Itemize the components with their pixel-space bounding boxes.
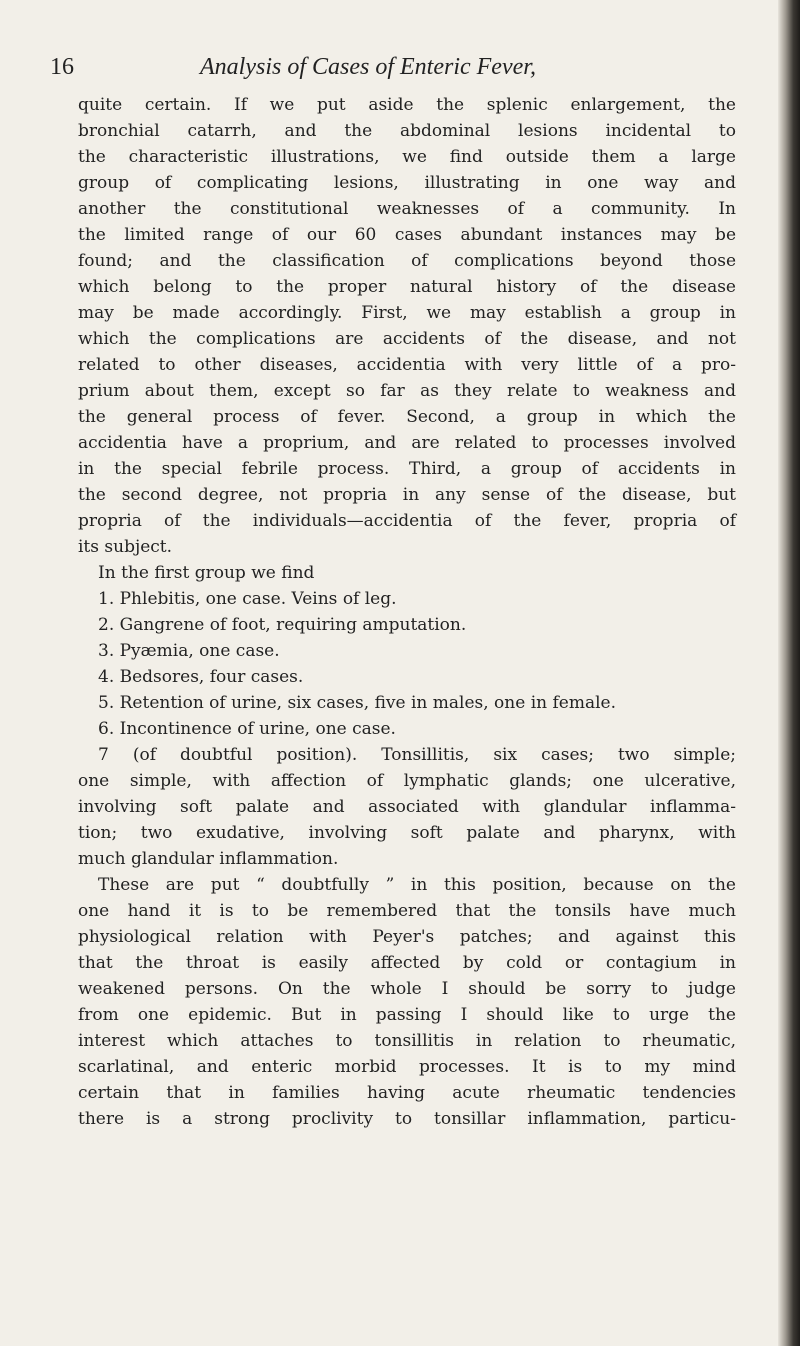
- text-line: bronchial catarrh, and the abdominal lesions incidental to: [78, 121, 736, 141]
- text-line: physiological relation with Peyer's patches; and against this: [78, 927, 736, 947]
- body-text: [78, 92, 736, 1132]
- list-item: 1. Phlebitis, one case. Veins of leg.: [98, 589, 397, 609]
- text-line: one hand it is to be remembered that the tonsils have much: [78, 901, 736, 921]
- text-line: quite certain. If we put aside the splenic enlargement, the: [78, 95, 736, 115]
- text-line: interest which attaches to tonsillitis in relation to rheumatic,: [78, 1031, 736, 1051]
- text-line: its subject.: [78, 537, 173, 557]
- text-line: the general process of fever. Second, a group in which the: [78, 407, 736, 427]
- text-line: certain that in families having acute rheumatic tendencies: [78, 1083, 736, 1103]
- text-line: the second degree, not propria in any sense of the disease, but: [78, 485, 736, 505]
- text-line: involving soft palate and associated with glandular inflamma-: [78, 797, 736, 817]
- text-line: from one epidemic. But in passing I should like to urge the: [78, 1005, 736, 1025]
- text-line: there is a strong proclivity to tonsillar inflammation, particu-: [78, 1109, 736, 1129]
- text-line: related to other diseases, accidentia with very little of a pro-: [78, 355, 736, 375]
- text-line: prium about them, except so far as they relate to weakness and: [78, 381, 736, 401]
- text-line: In the first group we find: [98, 563, 315, 583]
- text-line: the limited range of our 60 cases abundant instances may be: [78, 225, 736, 245]
- text-line: group of complicating lesions, illustrating in one way and: [78, 173, 736, 193]
- text-line: one simple, with affection of lymphatic glands; one ulcerative,: [78, 771, 736, 791]
- list-item: 4. Bedsores, four cases.: [98, 667, 304, 687]
- text-line: another the constitutional weaknesses of a community. In: [78, 199, 736, 219]
- text-line: which belong to the proper natural history of the disease: [78, 277, 736, 297]
- text-line: tion; two exudative, involving soft palate and pharynx, with: [78, 823, 736, 843]
- list-item: 7 (of doubtful position). Tonsillitis, six cases; two simple;: [98, 745, 736, 765]
- running-title: Analysis of Cases of Enteric Fever,: [200, 54, 536, 80]
- page-header: [50, 54, 750, 86]
- page-number: 16: [50, 54, 74, 80]
- text-line: the characteristic illustrations, we find outside them a large: [78, 147, 736, 167]
- text-line: accidentia have a proprium, and are related to processes involved: [78, 433, 736, 453]
- text-line: propria of the individuals—accidentia of the fever, propria of: [78, 511, 736, 531]
- list-item: 3. Pyæmia, one case.: [98, 641, 280, 661]
- book-binding-edge: [778, 0, 800, 1346]
- text-line: may be made accordingly. First, we may establish a group in: [78, 303, 736, 323]
- text-line: in the special febrile process. Third, a group of accidents in: [78, 459, 736, 479]
- text-line: These are put “ doubtfully ” in this position, because on the: [98, 875, 736, 895]
- text-line: that the throat is easily affected by cold or contagium in: [78, 953, 736, 973]
- list-item: 2. Gangrene of foot, requiring amputation.: [98, 615, 467, 635]
- text-line: much glandular inflammation.: [78, 849, 339, 869]
- list-item: 5. Retention of urine, six cases, five in males, one in female.: [98, 693, 616, 713]
- text-line: scarlatinal, and enteric morbid processes. It is to my mind: [78, 1057, 736, 1077]
- text-line: weakened persons. On the whole I should be sorry to judge: [78, 979, 736, 999]
- text-line: found; and the classification of complications beyond those: [78, 251, 736, 271]
- text-line: which the complications are accidents of the disease, and not: [78, 329, 736, 349]
- list-item: 6. Incontinence of urine, one case.: [98, 719, 396, 739]
